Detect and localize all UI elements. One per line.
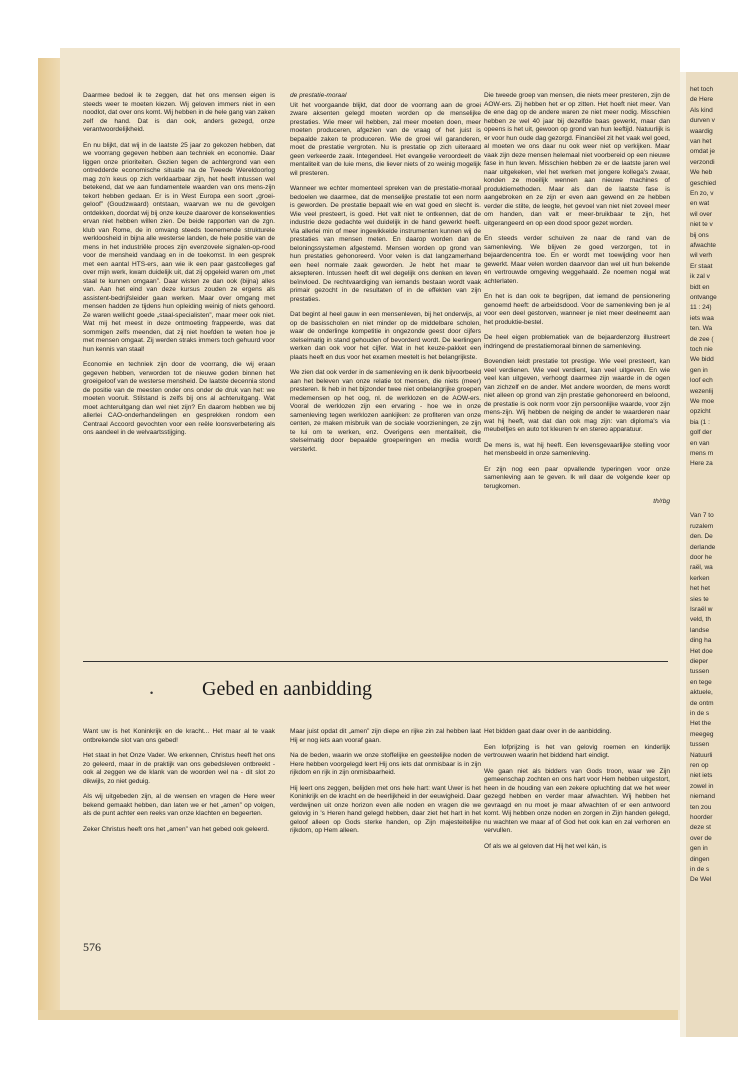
right-page-line: iets waa (690, 314, 714, 322)
right-page-line: Natuurli (690, 751, 713, 759)
right-page-line: omdat je (690, 148, 715, 156)
paragraph: Bovendien leidt prestatie tot prestige. Wie veel presteert, kan veel verdienen. Wie veel verdient, kan veel uitgeven. En wie veel kan uitgeven, verhoogt daarmee zijn waarde in de ogen van zichzelf en de ander. Met andere woorden, de mens wordt niet alleen op grond van zijn prestatie gehonoreerd en beloond, de prestatie is ook norm voor zijn persoonlijke waarde, voor zijn mens-zijn. Wij hebben de neiging de ander te waarderen naar wat hij heeft, wat dat dan ook mag zijn: van diploma's via meubeltjes en auto tot kleuren tv en stereo apparatuur. (484, 358, 670, 433)
right-page-line: sies te (690, 595, 709, 603)
right-page-line: ding ha (690, 637, 712, 645)
right-page-line: kerken (690, 574, 710, 582)
right-page-line: Als kind (690, 106, 713, 114)
page-edge-shadow (38, 58, 62, 1018)
right-page-line: door he (690, 554, 713, 561)
paragraph: Als wij uitgebeden zijn, al de wensen en vragen de Here weer bekend gemaakt hebben, dan laten we er het „amen” op volgen, als de punt achter een reeks van onze klachten en begeerten. (83, 793, 275, 817)
right-page-line: golf der (690, 429, 712, 437)
right-page-line: Here za (690, 460, 713, 468)
right-page-line: en wat (690, 200, 710, 208)
right-page-line: opzicht (690, 408, 711, 416)
paragraph: We zien dat ook verder in de samenleving en ik denk bijvoorbeeld aan het beleven van onze relatie tot mensen, die niets (meer) presteren. Ik heb in het bijzonder twee niet onbelangrijke groepen medemensen op het oog, nl. de werklozen en de AOW-ers. Vooral de werklozen zijn een ervaring - hoe we in onze samenleving tegen werklozen aankijken: ze profiteren van onze centen, ze maken misbruik van de sociale voorzieningen, ze zijn te lui om te werken, enz. Overigens een mentaliteit, die stelselmatig door bepaalde groeperingen en media wordt versterkt. (290, 369, 481, 453)
paragraph: De heel eigen problematiek van de bejaardenzorg illustreert indringend de prestatiemoraal binnen de samenleving. (484, 334, 670, 350)
paragraph: En nu blijkt, dat wij in de laatste 25 jaar zo gekozen hebben, dat we voorrang gegeven hebben aan techniek en economie. Daar liggen onze prioriteiten. Gezien tegen de achtergrond van een ontredderde economische situatie na de Tweede Wereldoorlog mag zo'n keus op zich verklaarbaar zijn, het heeft intussen wel betekend, dat we aan fundamentele waarden van ons mens-zijn tekort hebben gedaan. Er is in West Europa een soort „groei-geloof” (Goudzwaard) ontstaan, waarvan we nu de gevolgen ontdekken, doordat wij bij onze keuze daarover de konsekwenties ervan niet hebben willen zien. De beide rapporten van de zgn. klub van Rome, de in omvang steeds toenemende strukturele werkloosheid in bijna alle westerse landen, de hele positie van de mens in het industriële proces zijn evenzovele signalen-op-rood voor de mensheid vandaag en in de toekomst. In een gesprek met een aantal HTS-ers, aan wie ik een paar gastcolleges gaf over mijn werk, kwam duidelijk uit, dat zij opgeleid waren om „met staal te kunnen omgaan”. Daar wisten ze dan ook (bijna) alles van. Aan het eind van deze kursus zouden ze ergens als assistent-bedrijfsleider gaan werken. Maar over omgang met mensen hadden ze tijdens hun opleiding weinig of niets gehoord. Ze waren wellicht goede „staal-specialisten”, maar meer ook niet. Wat mij het meest in deze ontmoeting frappeerde, was dat sommigen zelfs meenden, dat zij niet hoefden te weten hoe je met mensen omgaat. Zij werden straks immers toch gehuurd voor hun kennis van staal! (83, 141, 275, 353)
right-page-line: We heb (690, 169, 713, 177)
right-page-line: in de s (690, 866, 710, 873)
paragraph: Maar juist opdat dit „amen” zijn diepe en rijke zin zal hebben laat Hij er nog iets aan vooraf gaan. (290, 728, 481, 744)
right-page-line: meegeg (690, 730, 714, 738)
paragraph: En steeds verder schuiven ze naar de rand van de samenleving. We blijven ze goed verzorgen, tot in bejaardencentra toe. En er wordt met toewijding voor hen gewerkt. Maar velen worden daarvoor dan wel uit hun bekende en vertrouwde omgeving weggehaald. Ze noemen nogal wat achterlaten. (484, 235, 670, 285)
right-page-line: Het doe (690, 647, 713, 655)
right-page-line: loof ech (690, 377, 713, 385)
paragraph: Want uw is het Koninkrijk en de kracht... Het maar al te vaak ontbrekende slot van ons gebed! (83, 728, 275, 744)
right-page-line: waardig (690, 127, 713, 135)
paragraph: Wanneer we echter momenteel spreken van de prestatie-moraal bedoelen we daarmee, dat de menselijke prestatie tot een norm is geworden. De prestatie bepaalt wie en wat goed en slecht is. Wie veel presteert, is goed. Het valt niet te ontkennen, dat de industrie deze gedachte wel duidelijk in de hand gewerkt heeft. Via allerlei min of meer ingewikkelde instrumenten kunnen wij de prestaties van mensen meten. En daarop worden dan de beloningssystemen afgestemd. Mensen worden op grond van hun prestaties gehonoreerd. Voor velen is dat langzamerhand een heel normale zaak geworden. Je hebt het maar te aksepteren. Intussen heeft dit wel degelijk ons denken en leven beïnvloed. De rechtvaardiging van iemands bestaan wordt vaak primair gezocht in de resultaten of in de effekten van zijn prestaties. (290, 185, 481, 303)
right-page-line: wezenlij (690, 387, 714, 395)
section-subheading: de prestatie-moraal (290, 92, 347, 99)
right-page-line: wil verh (690, 252, 713, 260)
right-page-line: den. De (690, 533, 713, 541)
right-page-line: dieper (690, 658, 709, 665)
article1-column-3 (484, 92, 670, 708)
right-page-line: mens m (690, 450, 714, 457)
right-page-line: Het the (690, 720, 711, 728)
paragraph: Die tweede groep van mensen, die niets meer presteren, zijn de AOW-ers. Zij hebben het er op zitten. Het hoeft niet meer. Van de ene dag op de andere waren ze niet meer nodig. Misschien hebben ze wel 40 jaar bij dezelfde baas gewerkt, maar dan opeens is het uit, gewoon op grond van hun leeftijd. Natuurlijk is er voor hun oude dag gezorgd. Financiëel zit het vaak wel goed, al moeten we ons daar nu ook weer niet op verkijken. Maar vaak zijn deze mensen helemaal niet voorbereid op een nieuwe fase in hun leven. Misschien hebben ze er de laatste jaren wel naar uitgekeken, vlel het werken met jongere kollega's zwaar, konden ze moeilijk wennen aan nieuwe machines of produktiemethoden. Maar als dan de laatste fase is aangebroken en ze zijn er even aan gewend en ze hebben verder die stilte, de leegte, het gevoel van niet niet zoveel meer om handen, dan valt er meer-bruikbaar te zijn, het uitgerangeerd en op een dood spoor gezet worden. (484, 92, 670, 227)
paragraph: Een lofprijzing is het van gelovig roemen en kinderlijk vertrouwen waarin het biddend hart eindigt. (484, 743, 670, 759)
section-divider (83, 661, 668, 662)
page-number: 576 (83, 940, 101, 954)
right-page-line: niet iets (690, 772, 713, 780)
paragraph: Dat begint al heel gauw in een mensenleven, bij het onderwijs, al op de basisscholen en niet minder op de middelbare scholen, waar de onderlinge kompetitie in ongezonde geest door cijfers stelselmatig in stand gehouden of bevorderd wordt. De leerlingen werken dan ook voor het cijfer. Wat in het keuze-pakket een plaats heeft en dus voor het examen meetelt is het belangrijkste. (290, 311, 481, 361)
right-page-line: Er staat (690, 262, 713, 270)
right-page-line: veld, th (690, 616, 711, 624)
paragraph: Hij leert ons zeggen, belijden met ons hele hart: want Uwer is het Koninkrijk en de kracht en de heerlijkheid in der eeuwigheid. Daar verdwijnen uit onze horizon even alle noden en vragen die we gelovig in 's Heren hand gelegd hebben, daar ziet het hart in het geloof alleen op Gods sterke handen, op Zijn majesteitelijke rijkdom, op Hem alleen. (290, 784, 481, 834)
right-page-line: durven v (690, 117, 715, 125)
right-page-line: en tege (690, 678, 712, 686)
right-page-line: over de (690, 834, 712, 842)
right-page-line: ontvange (690, 294, 717, 301)
right-page-line: En zo, v (690, 190, 714, 197)
article2-column-2 (290, 728, 481, 963)
right-page-line: ten zou (690, 803, 712, 811)
right-page-line: ren op (690, 762, 709, 769)
right-page-line: niet te v (690, 221, 713, 229)
paragraph: Er zijn nog een paar opvallende typeringen voor onze samenleving aan te geven. Ik wil daar de volgende keer op terugkomen. (484, 465, 670, 490)
right-page-line: dingen (690, 855, 710, 863)
article2-column-1 (83, 728, 275, 963)
right-page-line: Van 7 to (690, 512, 714, 520)
right-page-line: in de s (690, 710, 710, 717)
right-page-line: van het (690, 138, 712, 145)
right-page-line: tussen (690, 741, 710, 749)
article2-column-3 (484, 728, 670, 963)
right-page-line: geschied (690, 179, 717, 187)
right-page-line: We moe (690, 398, 715, 405)
adjacent-page-fragment (680, 72, 738, 1037)
page-bottom-edge (38, 1010, 678, 1020)
right-page-line: zowel in (690, 782, 714, 790)
right-page-line: bia (1 : (690, 418, 710, 426)
paragraph: Na de beden, waarin we onze stoffelijke en geestelijke noden de Here hebben voorgelegd leert Hij ons iets dat onmisbaar is in zijn rijkdom en rijk in zijn onmisbaarheid. (290, 752, 481, 776)
right-page-line: niemand (690, 793, 715, 801)
right-page-line: het toch (690, 86, 714, 93)
paragraph: Uit het voorgaande blijkt, dat door de voorrang aan de groei zware aksenten gelegd moeten worden op de menselijke prestaties. Wie meer wil hebben, zal meer moeten doen, meer moeten produceren, afgezien van de vraag of het juist is bepaalde zaken te produceren. Wie de groei wil garanderen, moet de prestatie vergroten. Nu is prestatie op zich uiteraard geen verkeerde zaak. Integendeel. Het evangelie veroordeelt de mentaliteit van de luie mens, die liever niets of zo weinig mogelijk wil presteren. (290, 101, 481, 177)
right-page-line: derlande (690, 543, 716, 551)
right-page-line: deze st (690, 824, 711, 832)
article-title: Gebed en aanbidding (202, 678, 372, 700)
right-page-line: We bidd (690, 356, 714, 364)
right-page-line: tussen (690, 668, 710, 676)
article1-column-2 (290, 92, 481, 708)
right-page-line: de Here (690, 96, 714, 104)
right-page-line: wil over (690, 210, 713, 218)
paragraph: Economie en techniek zijn door de voorrang, die wij eraan gegeven hebben, verworden tot de nieuwe goden binnen het groeigeloof van de westerse mensheid. De laatste decennia stond de positie van de meesten onder ons onder de druk van het: we moeten vooruit. Stilstand is zelfs bij ons al achteruitgang. Wat moet achteruitgang dan wel niet zijn? En daarom hebben we bij allerlei CAO-onderhandelingen en gesprekken rondom een Centraal Accoord gevochten voor een reële loonsverbetering als ons aandeel in de welvaartsstijging. (83, 361, 275, 436)
right-page-line: landse (690, 626, 710, 634)
right-page-line: raël, wa (690, 564, 713, 572)
paragraph: De mens is, wat hij heeft. Een levensgevaarlijke stelling voor het mensbeeld in onze samenleving. (484, 441, 670, 457)
paragraph: We gaan niet als bidders van Gods troon, waar we Zijn gemeenschap zochten en ons hart voor Hem hebben uitgestort, heen in de houding van een zekere opluchting dat we het weer gezegd hebben en verder maar afwachten. Wij hebben het gevraagd en nu moet je maar afwachten of er een antwoord komt. Wij hebben onze noden en zorgen in Zijn handen gelegd, nu wachten we maar af of God het ook kan en zal verhoren en vervullen. (484, 767, 670, 834)
right-page-line: het het (690, 585, 710, 593)
right-page-line: ten. Wa (690, 325, 713, 333)
right-page-line: aktuele, (690, 689, 713, 697)
right-page-line: afwachte (690, 242, 717, 249)
paragraph: Het staat in het Onze Vader. We erkennen, Christus heeft het ons zo geleerd, maar in de praktijk van ons gebedsleven ontbreekt - ook al zeggen we de klank van de woorden wel na - dit slot zo dikwijls, zo niet geduig. (83, 752, 275, 785)
right-page-line: bij ons (690, 231, 709, 239)
right-page-line: gen in (690, 845, 708, 853)
right-page-line: de ontm (690, 699, 714, 707)
right-page-line: De Wel (690, 876, 712, 884)
right-page-line: gen in (690, 366, 708, 374)
right-page-line: bidt en (690, 283, 710, 291)
right-page-line: en van (690, 439, 710, 447)
paragraph: Of als we al geloven dat Hij het wel kán, is (484, 842, 607, 850)
bullet-dot-icon: • (150, 688, 154, 698)
right-page-line: ruzalem (690, 522, 714, 530)
paragraph: En het is dan ook te begrijpen, dat iemand de pensionering genoemd heeft: de arbeidsdood. Voor de samenleving ben je al voor een deel gestorven, wanneer je niet meer deelneemt aan het produktie-bestel. (484, 293, 670, 326)
right-page-line: toch nie (690, 346, 713, 353)
right-page-line: 11 : 24) (690, 304, 712, 312)
paragraph: Zeker Christus heeft ons het „amen” van het gebed ook geleerd. (83, 825, 269, 833)
right-page-line: ik zal v (690, 273, 710, 281)
author-signature: th/rbg (653, 498, 670, 505)
right-page-line: Israël w (690, 606, 713, 613)
right-page-line: verzondi (690, 158, 715, 166)
paragraph: Het bidden gaat daar over in de aanbidding. (484, 728, 612, 735)
paragraph: Daarmee bedoel ik te zeggen, dat het ons mensen eigen is steeds weer te moeten kiezen. Wij geloven immers niet in een noodlot, dat over ons komt. Wij hebben in de hele gang van zaken zelf de hand. Dat is dan ook, anders gezegd, onze verantwoordelijkheid. (83, 92, 275, 133)
right-page-line: hoorder (690, 814, 713, 821)
right-page-line: de zee ( (690, 335, 714, 343)
article1-column-1 (83, 92, 275, 708)
